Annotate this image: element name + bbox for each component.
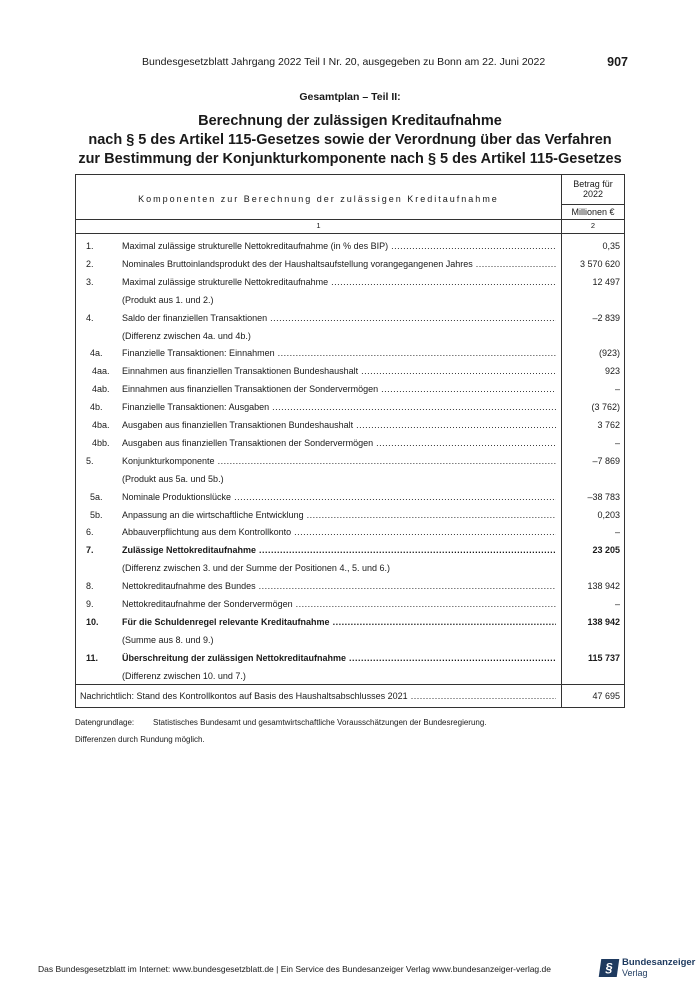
row-label: (Produkt aus 5a. und 5b.) xyxy=(122,473,224,484)
table-row-note xyxy=(76,631,624,649)
table-row xyxy=(76,541,624,559)
page-footer: Das Bundesgesetzblatt im Internet: www.bundesgesetzblatt.de | Ein Service des Bundesanzeiger Verlag www.bundesanzeiger-verlag.de xyxy=(38,964,551,974)
table-row xyxy=(76,649,624,667)
table-row xyxy=(76,434,624,452)
row-number: 5. xyxy=(86,455,94,466)
column-number-1: 1 xyxy=(316,221,321,230)
row-value: –38 783 xyxy=(587,491,620,502)
table-row-note xyxy=(76,291,624,309)
unit-divider xyxy=(561,204,624,205)
column-number-2: 2 xyxy=(590,221,596,230)
table-row xyxy=(76,595,624,613)
row-label: Maximal zulässige strukturelle Nettokreditaufnahme (in % des BIP) ..... xyxy=(122,237,556,255)
row-value: 0,35 xyxy=(602,241,620,251)
row-number: 1. xyxy=(86,241,94,251)
row-label: Finanzielle Transaktionen: Ausgaben ..... xyxy=(122,398,556,416)
row-label: (Differenz zwischen 10. und 7.) xyxy=(122,670,246,681)
row-value: –7 869 xyxy=(592,455,620,466)
row-number: 4. xyxy=(86,312,94,323)
row-value: – xyxy=(614,599,620,609)
row-label: Maximal zulässige strukturelle Nettokreditaufnahme ..... xyxy=(122,273,556,291)
footnotes xyxy=(75,714,487,748)
row-number: 5a. xyxy=(90,491,103,502)
row-label: Anpassung an die wirtschaftliche Entwicklung ..... xyxy=(122,506,556,524)
title-line: zur Bestimmung der Konjunkturkomponente nach § 5 des Artikel 115-Gesetzes xyxy=(78,151,622,167)
amount-header-year: 2022 xyxy=(582,189,604,199)
row-label: (Summe aus 8. und 9.) xyxy=(122,634,214,645)
row-number: 11. xyxy=(86,652,99,663)
row-value: 12 497 xyxy=(592,276,620,287)
row-label: Überschreitung der zulässigen Nettokreditaufnahme ..... xyxy=(122,649,556,667)
row-number: 7. xyxy=(86,545,94,556)
row-label: Für die Schuldenregel relevante Kreditaufnahme ..... xyxy=(122,613,556,631)
row-number: 6. xyxy=(86,527,94,538)
row-label: Saldo der finanziellen Transaktionen ..... xyxy=(122,309,556,327)
row-label: Nominales Bruttoinlandsprodukt des der Haushaltsaufstellung vorangegangenen Jahres ..... xyxy=(122,255,556,273)
row-value: 923 xyxy=(604,366,620,377)
table-row xyxy=(76,380,624,398)
row-number: 4a. xyxy=(90,348,103,359)
table-row xyxy=(76,613,624,631)
table-row-note xyxy=(76,667,624,685)
table-row xyxy=(76,506,624,524)
unit-label: Millionen € xyxy=(571,207,615,217)
number-divider xyxy=(76,233,624,234)
row-label: Konjunkturkomponente ..... xyxy=(122,452,556,470)
logo-line: Verlag xyxy=(622,968,648,978)
row-value: 23 205 xyxy=(592,545,620,556)
row-label: (Produkt aus 1. und 2.) xyxy=(122,294,214,305)
row-label: Einnahmen aus finanziellen Transaktionen der Sondervermögen ..... xyxy=(122,380,556,398)
row-label: Ausgaben aus finanziellen Transaktionen der Sondervermögen ..... xyxy=(122,434,556,452)
title-line: Berechnung der zulässigen Kreditaufnahme xyxy=(198,113,502,129)
data-source-note xyxy=(75,714,487,731)
row-value: 138 942 xyxy=(587,616,620,627)
row-number: 4ab. xyxy=(92,384,110,395)
row-number: 4b. xyxy=(90,402,103,413)
table-row-note xyxy=(76,559,624,577)
row-value: (923) xyxy=(598,348,620,359)
data-source-label: Datengrundlage: xyxy=(75,718,135,727)
row-number: 10. xyxy=(86,616,99,627)
table-row xyxy=(76,237,624,255)
table-row xyxy=(76,255,624,273)
running-header xyxy=(72,55,628,71)
title-line: nach § 5 des Artikel 115-Gesetzes sowie der Verordnung über das Verfahren xyxy=(88,132,612,148)
credit-calculation-table xyxy=(75,174,625,708)
row-value: – xyxy=(614,527,620,538)
rounding-note: Differenzen durch Rundung möglich. xyxy=(75,735,205,744)
table-row-note xyxy=(76,327,624,345)
memo-label: Nachrichtlich: Stand des Kontrollkontos auf Basis des Haushaltsabschlusses 2021 ..... xyxy=(80,687,556,705)
table-row xyxy=(76,577,624,595)
row-label: (Differenz zwischen 4a. und 4b.) xyxy=(122,330,251,341)
table-row xyxy=(76,488,624,506)
row-label: Einnahmen aus finanziellen Transaktionen Bundeshaushalt ..... xyxy=(122,362,556,380)
header-divider xyxy=(76,219,624,220)
row-value: 0,203 xyxy=(597,509,620,520)
row-value: 3 762 xyxy=(597,420,620,430)
row-number: 4bb. xyxy=(92,437,110,448)
table-row xyxy=(76,362,624,380)
logo-line: Bundesanzeiger xyxy=(622,957,696,968)
row-value: (3 762) xyxy=(591,402,620,413)
publisher-logo-icon: § xyxy=(599,959,620,977)
table-row xyxy=(76,416,624,434)
page-number: 907 xyxy=(607,55,628,69)
row-label: (Differenz zwischen 3. und der Summe der Positionen 4., 5. und 6.) xyxy=(122,563,390,574)
row-number: 4aa. xyxy=(92,366,110,377)
table-row xyxy=(76,344,624,362)
row-label: Finanzielle Transaktionen: Einnahmen ..... xyxy=(122,344,556,362)
row-value: – xyxy=(614,437,620,448)
memo-value: 47 695 xyxy=(592,691,620,701)
row-number: 9. xyxy=(86,599,94,609)
table-row xyxy=(76,309,624,327)
amount-column-header xyxy=(562,179,624,199)
row-label: Zulässige Nettokreditaufnahme ..... xyxy=(122,541,556,559)
page-title xyxy=(0,112,700,169)
running-title: Bundesgesetzblatt Jahrgang 2022 Teil I Nr. 20, ausgegeben zu Bonn am 22. Juni 2022 xyxy=(142,56,546,68)
row-label: Ausgaben aus finanziellen Transaktionen Bundeshaushalt ..... xyxy=(122,416,556,434)
row-number: 4ba. xyxy=(92,420,110,430)
amount-header-line: Betrag für xyxy=(573,179,613,189)
publisher-logo xyxy=(600,957,696,981)
components-column-header: Komponenten zur Berechnung der zulässigen Kreditaufnahme xyxy=(138,194,499,204)
row-value: 115 737 xyxy=(587,652,620,663)
table-row xyxy=(76,273,624,291)
data-source-text: Statistisches Bundesamt und gesamtwirtschaftliche Vorausschätzungen der Bundesregierung. xyxy=(153,718,487,727)
publisher-logo-text xyxy=(622,957,695,978)
memo-row xyxy=(76,687,624,705)
row-label: Nettokreditaufnahme des Bundes ..... xyxy=(122,577,556,595)
row-number: 5b. xyxy=(90,509,103,520)
row-number: 8. xyxy=(86,581,94,592)
table-row xyxy=(76,398,624,416)
row-label: Nettokreditaufnahme der Sondervermögen ..... xyxy=(122,595,556,613)
row-value: – xyxy=(614,384,620,395)
row-value: 3 570 620 xyxy=(579,258,620,269)
table-row xyxy=(76,452,624,470)
table-row-note xyxy=(76,470,624,488)
table-row xyxy=(76,523,624,541)
row-value: 138 942 xyxy=(587,581,620,592)
row-number: 2. xyxy=(86,258,94,269)
row-label: Abbauverpflichtung aus dem Kontrollkonto ..... xyxy=(122,523,556,541)
section-subtitle: Gesamtplan – Teil II: xyxy=(299,91,401,103)
row-number: 3. xyxy=(86,276,94,287)
row-label: Nominale Produktionslücke ..... xyxy=(122,488,556,506)
row-value: –2 839 xyxy=(592,312,620,323)
